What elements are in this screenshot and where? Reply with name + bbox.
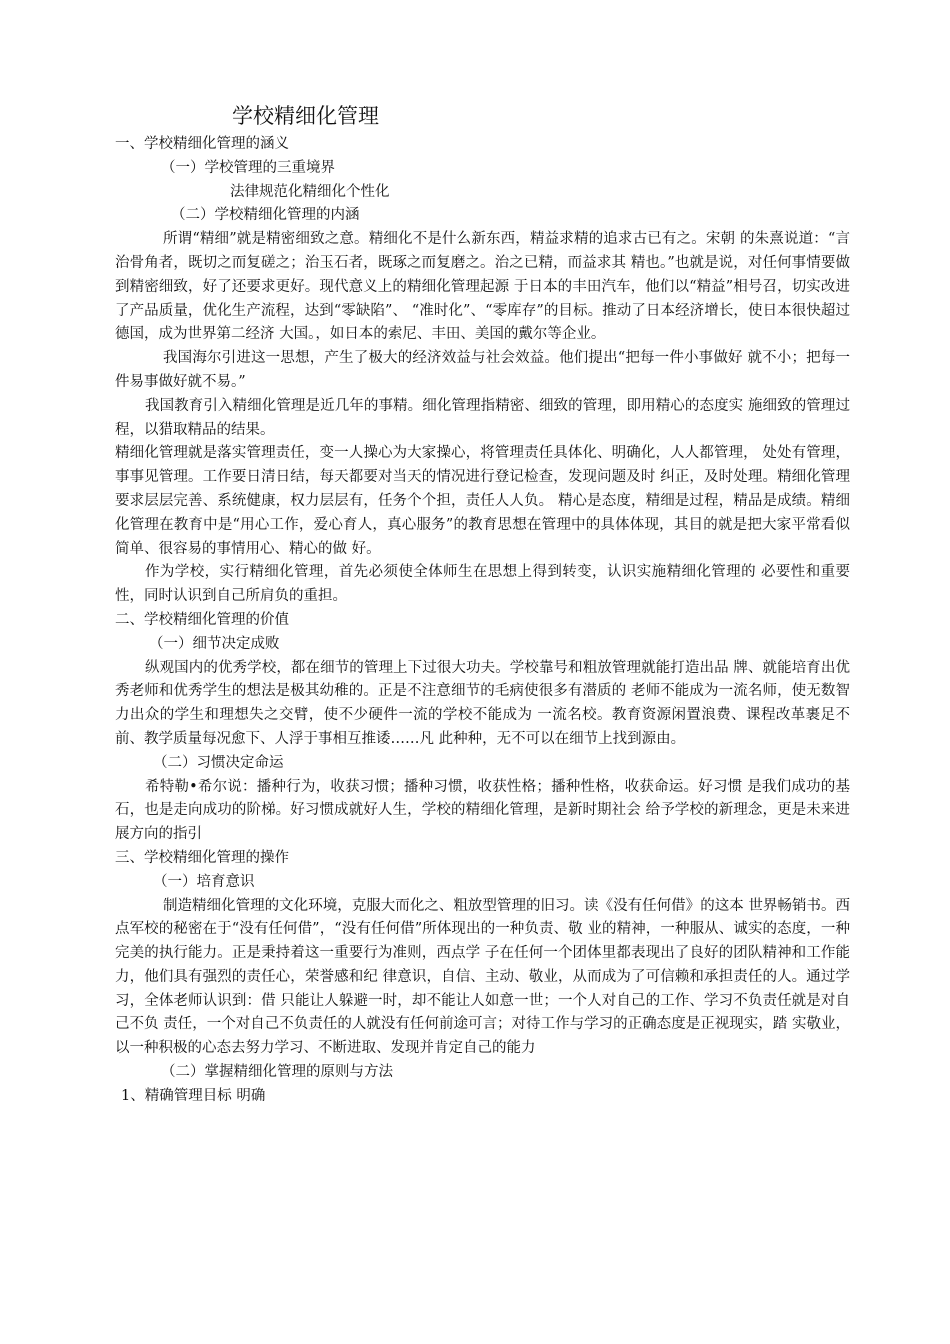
section2-sub2-heading: （二）习惯决定命运 xyxy=(153,754,284,771)
section1-paragraph-2: 我国海尔引进这一思想，产生了极大的经济效益与社会效益。他们提出“把每一件小事做好 就不小；把每一件易事做好就不易。” xyxy=(115,350,850,390)
section2-paragraph-1: 纵观国内的优秀学校，都在细节的管理上下过很大功夫。学校靠号和粗放管理就能打造出品 牌、就能培育出优秀老师和优秀学生的想法是极其幼稚的。正是不注意细节的毛病使很多有潜质的 老师不能成为一流名师，使无数智力出众的学生和理想失之交臂，使不少硬件一流的学校不能成为 一流名校。教育资源闲置浪费、课程改革裹足不前、教学质量每况愈下、人浮于事相互推诿……凡 此种种，无不可以在细节上找到源由。 xyxy=(115,659,850,747)
section1-paragraph-5: 作为学校，实行精细化管理，首先必须使全体师生在思想上得到转变，认识实施精细化管理的 必要性和重要性，同时认识到自己所肩负的重担。 xyxy=(115,564,850,605)
section2-heading: 二、学校精细化管理的价值 xyxy=(115,611,289,628)
section2-sub1-heading: （一）细节决定成败 xyxy=(149,635,280,652)
section1-heading: 一、学校精细化管理的涵义 xyxy=(115,136,289,152)
document-body xyxy=(115,133,850,1109)
section1-paragraph-4: 精细化管理就是落实管理责任，变一人操心为大家操心，将管理责任具体化、明确化，人人都管理， 处处有管理，事事见管理。工作要日清日结，每天都要对当天的情况进行登记检查，发现问题及时 纠正，及时处理。精细化管理要求层层完善、系统健康，权力层层有，任务个个担，责任人人负。 精心是态度，精细是过程，精品是成绩。精细化管理在教育中是“用心工作，爱心育人，真心服务”的教育思想在管理中的具体体现，其目的就是把大家平常看似简单、很容易的事情用心、精心的做 好。 xyxy=(115,445,850,557)
section2-paragraph-2: 希特勒•希尔说：播种行为，收获习惯；播种习惯，收获性格；播种性格，收获命运。好习惯 是我们成功的基石，也是走向成功的阶梯。好习惯成就好人生，学校的精细化管理，是新时期社会 给予学校的新理念，更是未来进展方向的指引 xyxy=(115,778,850,843)
section3-sub2-heading: （二）掌握精细化管理的原则与方法 xyxy=(161,1064,393,1081)
document-title: 学校精细化管理 xyxy=(232,104,379,128)
section1-paragraph-3: 我国教育引入精细化管理是近几年的事精。细化管理指精密、细致的管理，即用精心的态度实 施细致的管理过程，以猎取精品的结果。 xyxy=(115,397,850,438)
section1-paragraph-1: 所谓“精细”就是精密细致之意。精细化不是什么新东西，精益求精的追求古已有之。宋朝 的朱熹说道：“言治骨角者，既切之而复磋之；治玉石者，既琢之而复磨之。治之已精，而益求其 精也。”也就是说，对任何事情要做到精密细致，好了还要求更好。现代意义上的精细化管理起源 于日本的丰田汽车，他们以“精益”相号召，切实改进了产品质量，优化生产流程，达到“零缺陷”、 “准时化”、“零库存”的目标。推动了日本经济增长，使日本很快超过德国，成为世界第二经济 大国。，如日本的索尼、丰田、美国的戴尔等企业。 xyxy=(115,231,850,343)
section3-item-1: 1、精确管理目标 明确 xyxy=(121,1087,266,1104)
section3-heading: 三、学校精细化管理的操作 xyxy=(115,849,289,866)
section3-sub1-heading: （一）培育意识 xyxy=(153,873,255,890)
section1-sub2-heading: （二）学校精细化管理的内涵 xyxy=(171,207,360,224)
section3-paragraph-1: 制造精细化管理的文化环境，克服大而化之、粗放型管理的旧习。读《没有任何借》的这本 世界畅销书。西点军校的秘密在于“没有任何借”，“没有任何借”所体现出的一种负责、敬 业的精神，一种服从、诚实的态度，一种完美的执行能力。正是秉持着这一重要行为准则，西点学 子在任何一个团体里都表现出了良好的团队精神和工作能力，他们具有强烈的责任心，荣誉感和纪 律意识，自信、主动、敬业，从而成为了可信赖和承担责任的人。通过学习，全体老师认识到：借 只能让人躲避一时，却不能让人如意一世；一个人对自己的工作、学习不负责任就是对自己不负 责任，一个对自己不负责任的人就没有任何前途可言；对待工作与学习的正确态度是正视现实，踏 实敬业，以一种积极的心态去努力学习、不断进取、发现并肯定自己的能力 xyxy=(115,897,850,1057)
section1-sub1-levels: 法律规范化精细化个性化 xyxy=(230,183,390,200)
section1-sub1-heading: （一）学校管理的三重境界 xyxy=(161,159,335,176)
